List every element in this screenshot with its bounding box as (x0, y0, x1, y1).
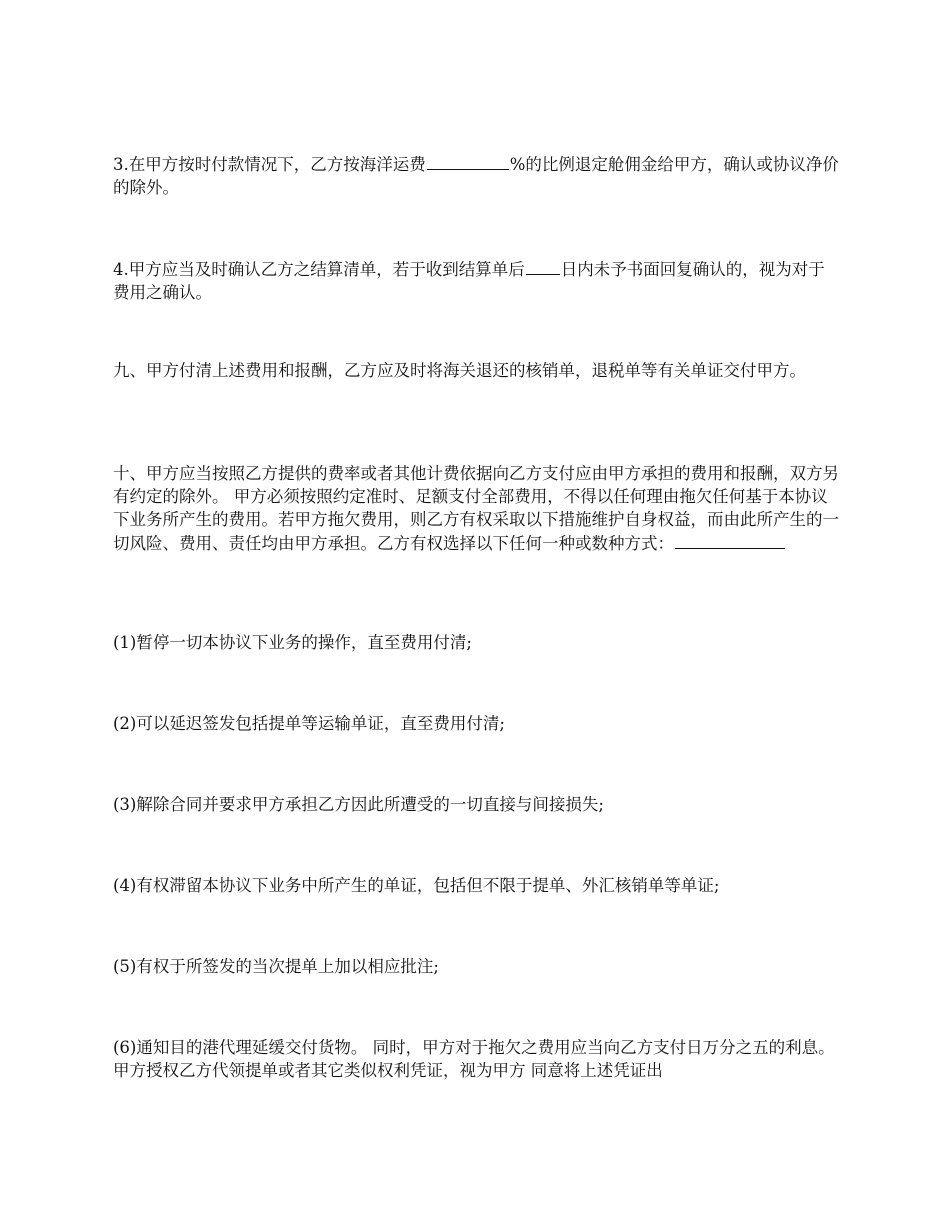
clause-3-text-before: 3.在甲方按时付款情况下，乙方按海洋运费 (113, 155, 426, 174)
clause-3-text-after: %的比例退定舱佣金给甲方，确认或协议净价的除外。 (113, 155, 839, 197)
measure-item-4: (4)有权滞留本协议下业务中所产生的单证，包括但不限于提单、外汇核销单等单证; (113, 876, 720, 895)
measure-item-2: (2)可以延迟签发包括提单等运输单证，直至费用付清; (113, 714, 505, 733)
measure-item-1: (1)暂停一切本协议下业务的操作，直至费用付清; (113, 633, 472, 652)
clause-4-text-after: 日内未予书面回复确认的，视为对于费用之确认。 (113, 260, 825, 302)
measure-item-6: (6)通知目的港代理延缓交付货物。 同时，甲方对于拖欠之费用应当向乙方支付日万分之五的利息。甲方授权乙方代领提单或者其它类似权利凭证，视为甲方 同意将上述凭证出 (113, 1038, 835, 1080)
section-10-text: 十、甲方应当按照乙方提供的费率或者其他计费依据向乙方支付应由甲方承担的费用和报酬，双方另有约定的除外。 甲方必须按照约定准时、足额支付全部费用，不得以任何理由拖欠任何基于本协议下业务所产生的费用。若甲方拖欠费用，则乙方有权采取以下措施维护自身权益，而由此所产生的一切风险、费用、责任均由甲方承担。乙方有权选择以下任何一种或数种方式： (113, 464, 839, 553)
confirmation-days-blank (526, 257, 560, 275)
commission-rate-blank (427, 152, 509, 170)
clause-4-paragraph (113, 257, 841, 304)
section-10-paragraph (113, 462, 841, 555)
section-9-paragraph: 九、甲方付清上述费用和报酬，乙方应及时将海关退还的核销单，退税单等有关单证交付甲方。 (113, 361, 806, 380)
measure-item-5: (5)有权于所签发的当次提单上加以相应批注; (113, 957, 439, 976)
clause-4-text-before: 4.甲方应当及时确认乙方之结算清单，若于收到结算单后 (113, 260, 525, 279)
method-choice-blank (675, 531, 785, 549)
measure-item-3: (3)解除合同并要求甲方承担乙方因此所遭受的一切直接与间接损失; (113, 795, 604, 814)
clause-3-paragraph (113, 152, 841, 199)
